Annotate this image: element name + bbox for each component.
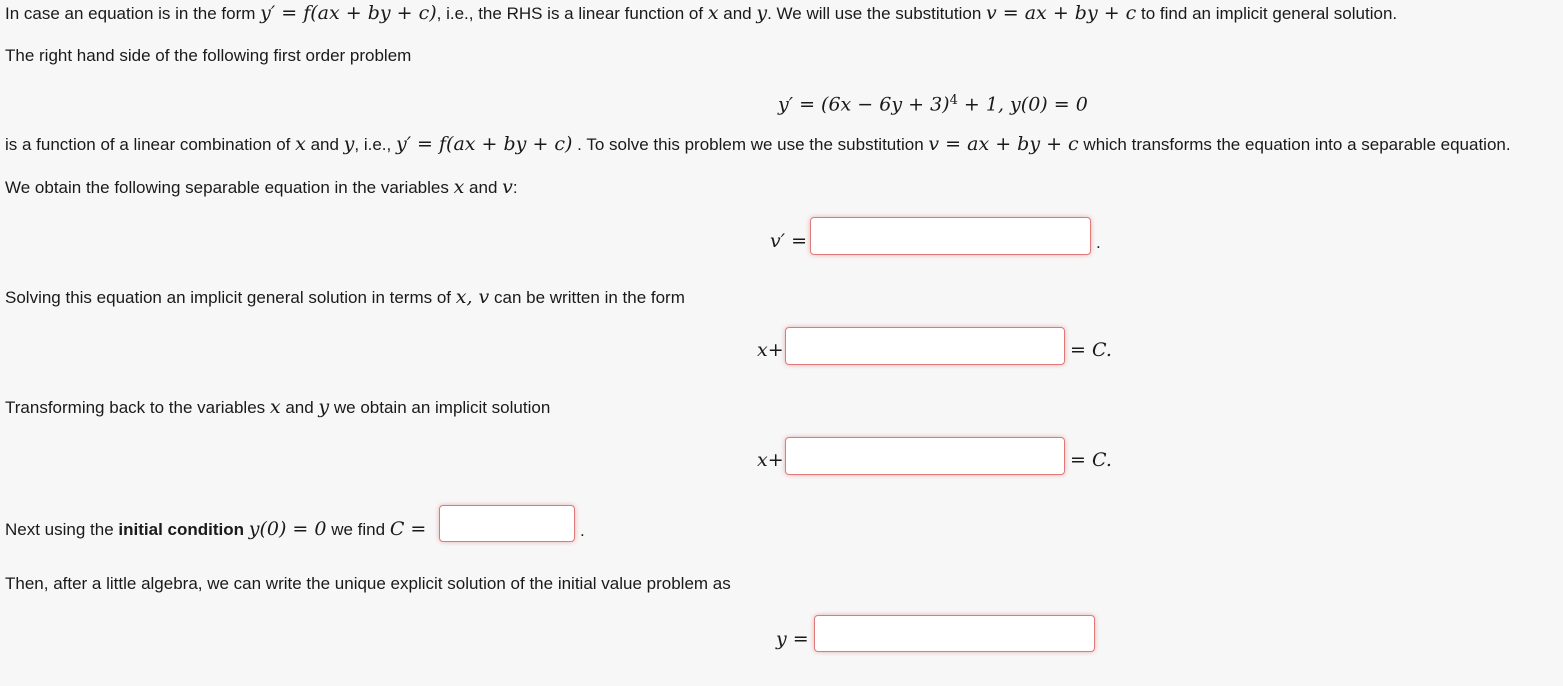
- answer2-label: x+: [757, 339, 784, 361]
- para6-part-3: we obtain an implicit solution: [329, 398, 551, 417]
- intro-math-substitution: v = ax + by + c: [986, 2, 1137, 24]
- para3-math-form: y′ = f(ax + by + c): [395, 133, 573, 155]
- para6-math-x: x: [269, 396, 281, 418]
- para7-part-1: Next using the: [5, 520, 119, 539]
- intro-math-form: y′ = f(ax + by + c): [260, 2, 437, 24]
- transform-back-text: [5, 396, 550, 419]
- intro-math-y: y: [756, 2, 768, 24]
- equation-rhs: + 1, y(0) = 0: [957, 93, 1088, 116]
- separable-equation-input[interactable]: [810, 217, 1091, 255]
- para5-math-xv: x, v: [455, 286, 490, 308]
- para7-part-3: we find: [326, 520, 390, 539]
- para5-part-2: can be written in the form: [489, 288, 685, 307]
- para3-part-2: and: [305, 135, 344, 154]
- para3-part-3: , i.e.,: [354, 135, 396, 154]
- para4-math-x: x: [453, 176, 465, 198]
- intro-math-x: x: [707, 2, 719, 24]
- implicit-general-text: [5, 286, 685, 309]
- para3-math-y: y: [343, 133, 355, 155]
- para3-part-5: which transforms the equation into a separable equation.: [1078, 135, 1511, 154]
- intro-part-1: In case an equation is in the form: [5, 4, 261, 23]
- answer3-label: x+: [757, 449, 784, 471]
- para4-part-3: :: [512, 178, 518, 197]
- linear-combination-text: [5, 133, 1511, 156]
- problem-intro-text: The right hand side of the following first order problem: [5, 46, 412, 65]
- explicit-solution-text: Then, after a little algebra, we can write the unique explicit solution of the initial value problem as: [5, 574, 731, 593]
- para6-math-y: y: [318, 396, 330, 418]
- para7-suffix: .: [580, 521, 585, 540]
- separable-text: [5, 176, 518, 199]
- explicit-solution-input[interactable]: [814, 615, 1095, 652]
- constant-c-input[interactable]: [439, 505, 575, 542]
- para4-part-1: We obtain the following separable equation in the variables: [5, 178, 454, 197]
- intro-text: [5, 2, 1397, 25]
- answer1-suffix: .: [1096, 233, 1101, 252]
- initial-condition-text: [5, 518, 426, 541]
- implicit-xv-input[interactable]: [785, 327, 1065, 365]
- answer1-label: v′ =: [770, 230, 808, 252]
- para6-part-2: and: [280, 398, 319, 417]
- para3-math-substitution: v = ax + by + c: [928, 133, 1079, 155]
- para6-part-1: Transforming back to the variables: [5, 398, 270, 417]
- implicit-xy-input[interactable]: [785, 437, 1065, 475]
- para7-math-ic: y(0) = 0: [248, 518, 327, 540]
- para7-bold-initial-condition: initial condition: [118, 520, 245, 539]
- para7-math-c: C =: [389, 518, 427, 540]
- answer5-label: y =: [776, 628, 809, 650]
- intro-part-4: . We will use the substitution: [767, 4, 986, 23]
- answer3-suffix: = C.: [1070, 449, 1112, 471]
- para3-part-1: is a function of a linear combination of: [5, 135, 296, 154]
- para4-math-v: v: [502, 176, 513, 198]
- equation-lhs: y′ = (6x − 6y + 3): [778, 93, 950, 116]
- equation-exponent: 4: [949, 93, 958, 108]
- para5-part-1: Solving this equation an implicit general solution in terms of: [5, 288, 456, 307]
- para3-math-x: x: [295, 133, 306, 155]
- para4-part-2: and: [464, 178, 503, 197]
- intro-part-5: to find an implicit general solution.: [1136, 4, 1398, 23]
- intro-part-2: , i.e., the RHS is a linear function of: [436, 4, 708, 23]
- para3-part-4: . To solve this problem we use the substitution: [572, 135, 929, 154]
- intro-part-3: and: [718, 4, 757, 23]
- answer2-suffix: = C.: [1070, 339, 1112, 361]
- problem-equation: [778, 90, 1088, 117]
